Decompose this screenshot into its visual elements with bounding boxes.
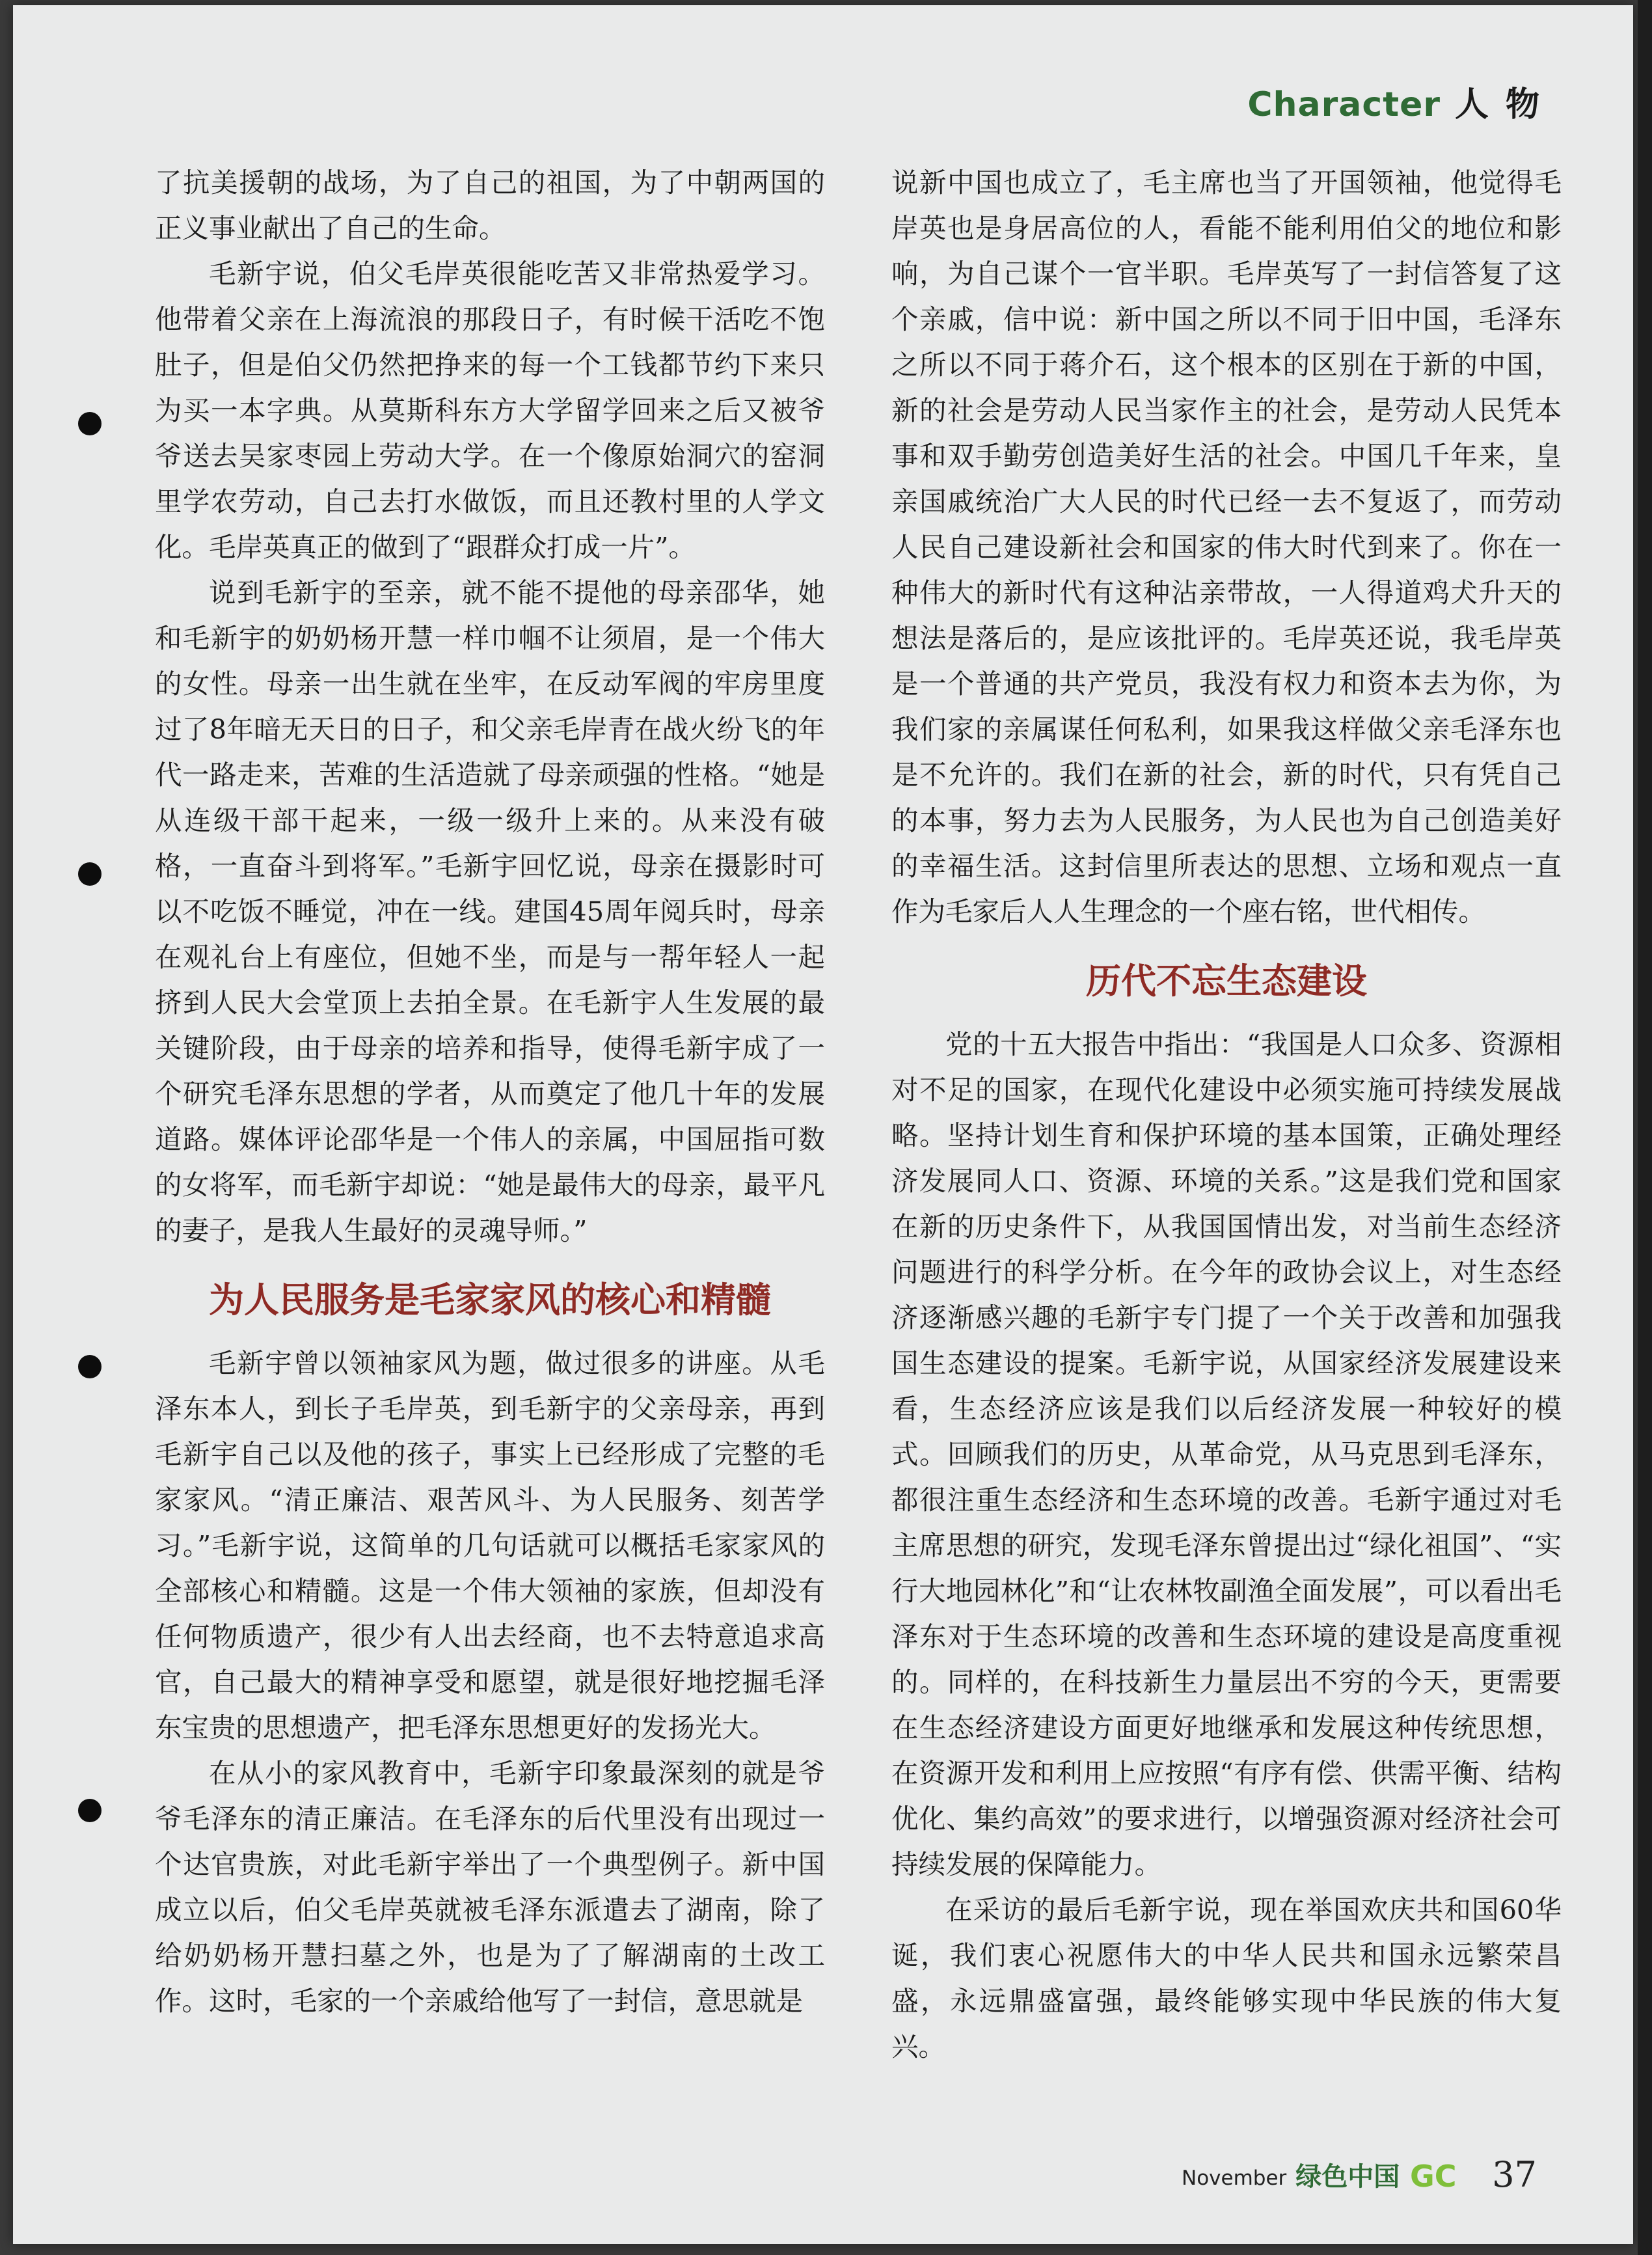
right-column bbox=[891, 160, 1562, 2070]
page-number: 37 bbox=[1492, 2154, 1537, 2195]
paragraph: 说新中国也成立了，毛主席也当了开国领袖，他觉得毛岸英也是身居高位的人，看能不能利用伯父的地位和影响，为自己谋个一官半职。毛岸英写了一封信答复了这个亲戚，信中说：新中国之所以不同于旧中国，毛泽东之所以不同于蒋介石，这个根本的区别在于新的中国，新的社会是劳动人民当家作主的社会，是劳动人民凭本事和双手勤劳创造美好生活的社会。中国几千年来，皇亲国戚统治广大人民的时代已经一去不复返了，而劳动人民自己建设新社会和国家的伟大时代到来了。你在一种伟大的新时代有这种沾亲带故，一人得道鸡犬升天的想法是落后的，是应该批评的。毛岸英还说，我毛岸英是一个普通的共产党员，我没有权力和资本去为你，为我们家的亲属谋任何私利，如果我这样做父亲毛泽东也是不允许的。我们在新的社会，新的时代，只有凭自己的本事，努力去为人民服务，为人民也为自己创造美好的幸福生活。这封信里所表达的思想、立场和观点一直作为毛家后人人生理念的一个座右铭，世代相传。 bbox=[891, 167, 1562, 927]
paragraph: 党的十五大报告中指出：“我国是人口众多、资源相对不足的国家，在现代化建设中必须实施可持续发展战略。坚持计划生育和保护环境的基本国策，正确处理经济发展同人口、资源、环境的关系。”这是我们党和国家在新的历史条件下，从我国国情出发，对当前生态经济问题进行的科学分析。在今年的政协会议上，对生态经济逐渐感兴趣的毛新宇专门提了一个关于改善和加强我国生态建设的提案。毛新宇说，从国家经济发展建设来看，生态经济应该是我们以后经济发展一种较好的模式。回顾我们的历史，从革命党，从马克思到毛泽东，都很注重生态经济和生态环境的改善。毛新宇通过对毛主席思想的研究，发现毛泽东曾提出过“绿化祖国”、“实行大地园林化”和“让农林牧副渔全面发展”，可以看出毛泽东对于生态环境的改善和生态环境的建设是高度重视的。同样的，在科技新生力量层出不穷的今天，更需要在生态经济建设方面更好地继承和发展这种传统思想，在资源开发和利用上应按照“有序有偿、供需平衡、结构优化、集约高效”的要求进行，以增强资源对经济社会可持续发展的保障能力。 bbox=[891, 1028, 1562, 1880]
section-title-en: Character bbox=[1247, 85, 1441, 124]
binder-hole bbox=[78, 1355, 102, 1378]
paragraph: 毛新宇说，伯父毛岸英很能吃苦又非常热爱学习。他带着父亲在上海流浪的那段日子，有时候干活吃不饱肚子，但是伯父仍然把挣来的每一个工钱都节约下来只为买一本字典。从莫斯科东方大学留学回来之后又被爷爷送去吴家枣园上劳动大学。在一个像原始洞穴的窑洞里学农劳动，自己去打水做饭，而且还教村里的人学文化。毛岸英真正的做到了“跟群众打成一片”。 bbox=[155, 258, 825, 563]
gc-logo-icon bbox=[1409, 2159, 1476, 2191]
paragraph: 毛新宇曾以领袖家风为题，做过很多的讲座。从毛泽东本人，到长子毛岸英，到毛新宇的父亲母亲，再到毛新宇自己以及他的孩子，事实上已经形成了完整的毛家家风。“清正廉洁、艰苦风斗、为人民服务、刻苦学习。”毛新宇说，这简单的几句话就可以概括毛家家风的全部核心和精髓。这是一个伟大领袖的家族，但却没有任何物质遗产，很少有人出去经商，也不去特意追求高官，自己最大的精神享受和愿望，就是很好地挖掘毛泽东宝贵的思想遗产，把毛泽东思想更好的发扬光大。 bbox=[155, 1347, 825, 1743]
logo-text: GC bbox=[1410, 2159, 1457, 2191]
section-heading: 历代不忘生态建设 bbox=[1086, 961, 1367, 1002]
issue-month: November bbox=[1182, 2166, 1287, 2190]
left-column bbox=[155, 160, 825, 2024]
binder-hole bbox=[78, 1799, 102, 1822]
section-title-cn: 人物 bbox=[1454, 85, 1556, 124]
section-header bbox=[1247, 77, 1556, 126]
binder-hole bbox=[78, 412, 102, 435]
paragraph: 说到毛新宇的至亲，就不能不提他的母亲邵华，她和毛新宇的奶奶杨开慧一样巾帼不让须眉，是一个伟大的女性。母亲一出生就在坐牢，在反动军阀的牢房里度过了8年暗无天日的日子，和父亲毛岸青在战火纷飞的年代一路走来，苦难的生活造就了母亲顽强的性格。“她是从连级干部干起来，一级一级升上来的。从来没有破格，一直奋斗到将军。”毛新宇回忆说，母亲在摄影时可以不吃饭不睡觉，冲在一线。建国45周年阅兵时，母亲在观礼台上有座位，但她不坐，而是与一帮年轻人一起挤到人民大会堂顶上去拍全景。在毛新宇人生发展的最关键阶段，由于母亲的培养和指导，使得毛新宇成了一个研究毛泽东思想的学者，从而奠定了他几十年的发展道路。媒体评论邵华是一个伟人的亲属，中国屈指可数的女将军，而毛新宇却说：“她是最伟大的母亲，最平凡的妻子，是我人生最好的灵魂导师。” bbox=[155, 577, 825, 1246]
paragraph: 了抗美援朝的战场，为了自己的祖国，为了中朝两国的正义事业献出了自己的生命。 bbox=[155, 167, 825, 244]
page-footer bbox=[1182, 2154, 1537, 2195]
paragraph: 在采访的最后毛新宇说，现在举国欢庆共和国60华诞，我们衷心祝愿伟大的中华人民共和国永远繁荣昌盛，永远鼎盛富强，最终能够实现中华民族的伟大复兴。 bbox=[891, 1894, 1562, 2062]
binder-hole bbox=[78, 862, 102, 886]
scan-edge bbox=[1638, 0, 1652, 2255]
section-heading: 为人民服务是毛家家风的核心和精髓 bbox=[209, 1279, 771, 1320]
magazine-page bbox=[13, 5, 1633, 2244]
magazine-name: 绿色中国 bbox=[1295, 2162, 1400, 2192]
paragraph: 在从小的家风教育中，毛新宇印象最深刻的就是爷爷毛泽东的清正廉洁。在毛泽东的后代里没有出现过一个达官贵族，对此毛新宇举出了一个典型例子。新中国成立以后，伯父毛岸英就被毛泽东派遣去了湖南，除了给奶奶杨开慧扫墓之外，也是为了了解湖南的土改工作。这时，毛家的一个亲戚给他写了一封信，意思就是 bbox=[155, 1757, 825, 2017]
